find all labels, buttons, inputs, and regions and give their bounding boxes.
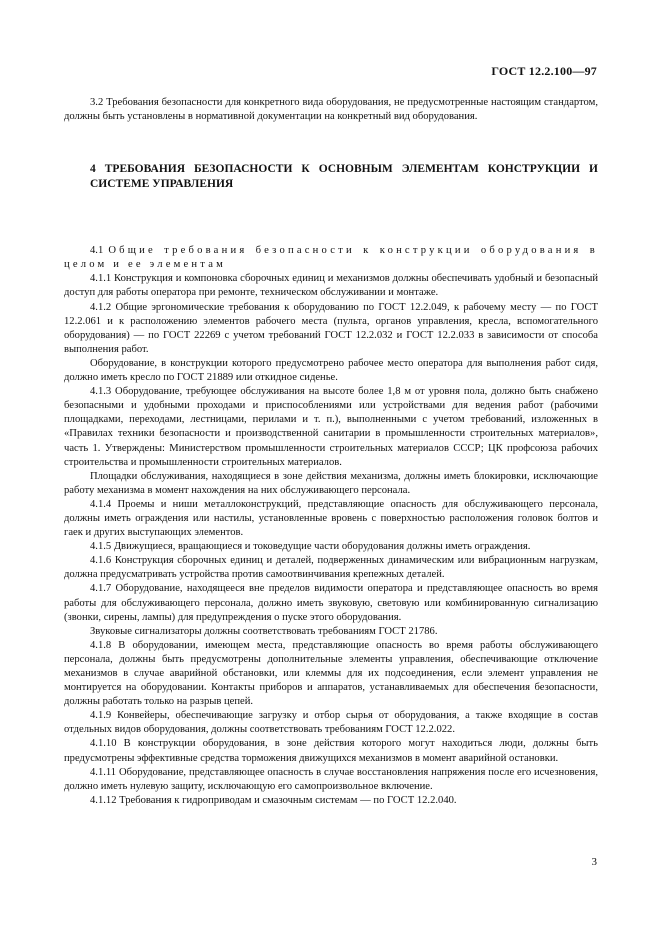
paragraph-4-1-2: 4.1.2 Общие эргономические требования к оборудованию по ГОСТ 12.2.049, к рабочему месту — по ГОСТ 12.2.061 и к расположению элементов рабочего места (пульта, органов управления, кресла, вспомогательного оборудования) — по ГОСТ 22269 с учетом требований ГОСТ 12.2.032 и ГОСТ 12.2.033 в зависимости от способа выполнения работ. bbox=[64, 301, 598, 355]
paragraph-4-1-9: 4.1.9 Конвейеры, обеспечивающие загрузку и отбор сырья от оборудования, а также входящие в состав отдельных видов оборудования, должны соответствовать требованиям ГОСТ 12.2.022. bbox=[64, 710, 598, 736]
page-number: 3 bbox=[591, 856, 597, 868]
paragraph-4-1-3: 4.1.3 Оборудование, требующее обслуживания на высоте более 1,8 м от уровня пола, должно быть снабжено безопасными и удобными проходами и приспособлениями или устройствами для ведения работ (рабочими площадками, переходами, лестницами, перилами и т. п.), выполненными с учетом требований, изложенных в «Правилах техники безопасности и производственной санитарии в промышленности строительных материалов», часть 1. Утверждены: Министерством промышленности строительных материалов СССР; ЦК профсоюза рабочих строительства и промышленности строительных материалов. bbox=[64, 386, 598, 468]
paragraph-4-1-7: 4.1.7 Оборудование, находящееся вне пределов видимости оператора и представляющее опасность во время работы для обслуживающего персонала, должно иметь звуковую, световую или комбинированную сигнализацию (звонки, сирены, лампы) для предупреждения о пуске этого оборудования. bbox=[64, 583, 598, 623]
paragraph-3-2: 3.2 Требования безопасности для конкретного вида оборудования, не предусмотренные настоящим стандартом, должны быть установлены в нормативной документации на конкретный вид оборудования. bbox=[64, 97, 598, 123]
paragraph-4-1-1: 4.1.1 Конструкция и компоновка сборочных единиц и механизмов должны обеспечивать удобный и безопасный доступ для работы оператора при ремонте, техническом обслуживании и монтаже. bbox=[64, 273, 598, 299]
document-header: ГОСТ 12.2.100—97 bbox=[491, 64, 597, 78]
paragraph-4-1-6: 4.1.6 Конструкция сборочных единиц и деталей, подверженных динамическим или вибрационным нагрузкам, должна предусматривать устройства против самоотвинчивания крепежных деталей. bbox=[64, 555, 598, 581]
paragraph-4-1-7-sound: Звуковые сигнализаторы должны соответствовать требованиям ГОСТ 21786. bbox=[90, 625, 438, 637]
paragraph-4-1-5: 4.1.5 Движущиеся, вращающиеся и токоведущие части оборудования должны иметь ограждения. bbox=[90, 541, 531, 553]
paragraph-4-1-4: 4.1.4 Проемы и ниши металлоконструкций, представляющие опасность для обслуживающего персонала, должны иметь ограждения или настилы, установленные вровень с поверхностью расположения головок болтов и гаек и других выступающих элементов. bbox=[64, 498, 598, 539]
document-body bbox=[64, 96, 598, 808]
paragraph-4-1-2-seat: Оборудование, в конструкции которого предусмотрено рабочее место оператора для выполнения работ сидя, должно иметь кресло по ГОСТ 21889 или откидное сиденье. bbox=[64, 357, 598, 384]
section-4-heading: 4 ТРЕБОВАНИЯ БЕЗОПАСНОСТИ К ОСНОВНЫМ ЭЛЕМЕНТАМ КОНСТРУКЦИИ И СИСТЕМЕ УПРАВЛЕНИЯ bbox=[90, 163, 598, 191]
paragraph-4-1-3-platforms: Площадки обслуживания, находящиеся в зоне действия механизма, должны иметь блокировки, исключающие работу механизма в момент нахождения на них обслуживающего персонала. bbox=[64, 470, 598, 496]
paragraph-4-1-12: 4.1.12 Требования к гидроприводам и смазочным системам — по ГОСТ 12.2.040. bbox=[90, 794, 457, 806]
paragraph-4-1-10: 4.1.10 В конструкции оборудования, в зоне действия которого могут находиться люди, должны быть предусмотрены эффективные средства торможения движущихся механизмов в момент аварийной остановки. bbox=[64, 738, 598, 764]
subsection-title: Общие требования безопасности к конструкции оборудования в целом и ее элементам bbox=[64, 245, 598, 271]
subsection-number: 4.1 bbox=[90, 245, 104, 257]
subsection-4-1-title bbox=[64, 244, 598, 272]
paragraph-4-1-8: 4.1.8 В оборудовании, имеющем места, представляющие опасность во время работы обслуживающего персонала, должны быть предусмотрены дополнительные элементы управления, обеспечивающие отключение механизмов в случае аварийной обстановки, или клеммы для их подсоединения, если элемент управления не монтируется на оборудовании. Контакты приборов и аппаратов, устанавливаемых для обеспечения безопасности, должны работать только на разрыв цепей. bbox=[64, 639, 598, 708]
paragraph-4-1-11: 4.1.11 Оборудование, представляющее опасность в случае восстановления напряжения после его исчезновения, должно иметь нулевую защиту, исключающую его самопроизвольное включение. bbox=[64, 766, 598, 792]
